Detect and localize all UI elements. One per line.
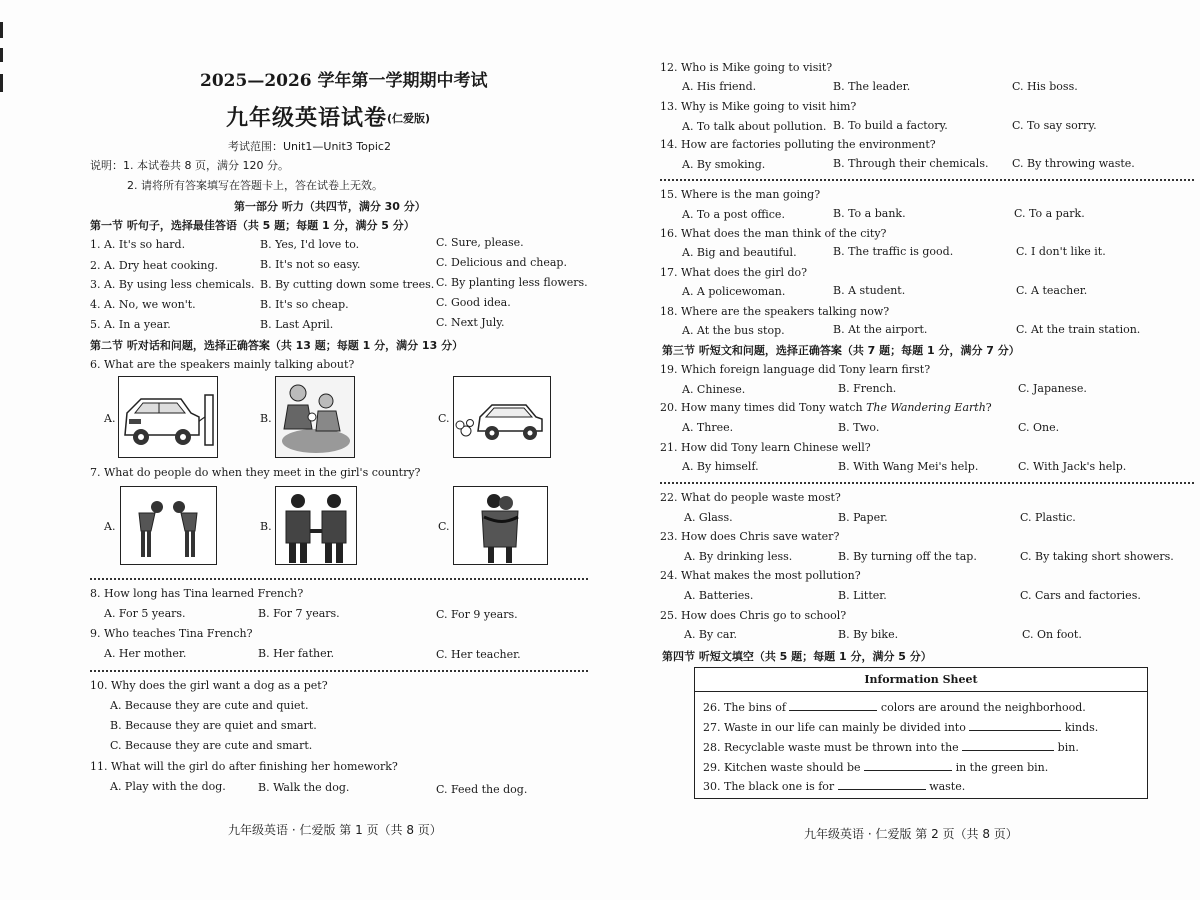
q23-option-c: C. By taking short showers. [1020,550,1174,563]
bowing-people-illustration [121,487,216,564]
q5-option-b: B. Last April. [260,318,334,331]
q7-label-a: A. [104,520,116,533]
q15-option-b: B. To a bank. [833,207,906,220]
q17-option-a: A. A policewoman. [682,285,786,298]
q24-option-b: B. Litter. [838,589,887,602]
info-row-26 [703,700,1086,714]
q20-option-b: B. Two. [838,421,880,434]
q7-picture-handshake [275,486,357,565]
q14-option-a: A. By smoking. [682,158,766,171]
handshake-illustration [276,487,356,564]
section-divider [660,482,1194,484]
page-footer-1: 九年级英语 · 仁爱版 第 1 页（共 8 页） [228,823,442,837]
section2-title: 第二节 听对话和问题，选择正确答案（共 13 题；每题 1 分，满分 13 分） [90,339,464,352]
info-row-29-text: 29. Kitchen waste should be [703,761,861,774]
q6-label-c: C. [438,412,450,425]
q14-question: 14. How are factories polluting the environment? [660,138,936,151]
scan-edge-mark [0,74,3,92]
q6-label-b: B. [260,412,272,425]
picnic-illustration [276,377,354,457]
q21-option-c: C. With Jack's help. [1018,460,1127,473]
q13-option-b: B. To build a factory. [833,119,948,132]
page-footer-2: 九年级英语 · 仁爱版 第 2 页（共 8 页） [804,827,1018,841]
q6-picture-car-exhaust [453,376,551,458]
q1-option-a: 1. A. It's so hard. [90,238,186,251]
q16-option-b: B. The traffic is good. [833,245,954,258]
q1-option-b: B. Yes, I'd love to. [260,238,360,251]
q12-option-a: A. His friend. [682,80,757,93]
q7-label-c: C. [438,520,450,533]
q12-question: 12. Who is Mike going to visit? [660,61,833,74]
q21-option-b: B. With Wang Mei's help. [838,460,979,473]
q21-question: 21. How did Tony learn Chinese well? [660,441,871,454]
q20-question-mark: ? [985,401,992,414]
q25-option-c: C. On foot. [1022,628,1082,641]
q1-option-c: C. Sure, please. [436,236,524,249]
q4-option-a: 4. A. No, we won't. [90,298,196,311]
part1-title: 第一部分 听力（共四节，满分 30 分） [234,200,426,213]
q11-option-c: C. Feed the dog. [436,783,528,796]
q17-question: 17. What does the girl do? [660,266,808,279]
q16-question: 16. What does the man think of the city? [660,227,887,240]
q12-option-c: C. His boss. [1012,80,1078,93]
q18-option-c: C. At the train station. [1016,323,1141,336]
q22-option-a: A. Glass. [684,511,733,524]
q9-option-a: A. Her mother. [104,647,187,660]
hugging-illustration [454,487,547,564]
info-row-29-tail: in the green bin. [955,761,1049,774]
q6-question: 6. What are the speakers mainly talking about? [90,358,355,371]
info-row-26-tail: colors are around the neighborhood. [880,701,1086,714]
edition-label: (仁爱版) [387,112,431,125]
q20-option-c: C. One. [1018,421,1060,434]
q24-option-a: A. Batteries. [684,589,754,602]
info-row-30-text: 30. The black one is for [703,780,835,793]
q15-option-c: C. To a park. [1014,207,1085,220]
answer-blank-26[interactable] [789,700,877,711]
info-row-28-tail: bin. [1057,741,1079,754]
q10-option-a: A. Because they are cute and quiet. [110,699,309,712]
section-divider [660,179,1194,181]
q7-picture-bowing [120,486,217,565]
q4-option-b: B. It's so cheap. [260,298,349,311]
q11-option-b: B. Walk the dog. [258,781,350,794]
q18-option-b: B. At the airport. [833,323,928,336]
scan-edge-mark [0,48,3,62]
q14-option-c: C. By throwing waste. [1012,157,1135,170]
q18-question: 18. Where are the speakers talking now? [660,305,890,318]
section-divider [90,670,588,672]
q2-option-c: C. Delicious and cheap. [436,256,567,269]
info-row-26-text: 26. The bins of [703,701,786,714]
q22-question: 22. What do people waste most? [660,491,841,504]
exam-scope: 考试范围：Unit1—Unit3 Topic2 [228,140,391,153]
exam-note-2: 2. 请将所有答案填写在答题卡上，答在试卷上无效。 [127,179,383,192]
q10-option-b: B. Because they are quiet and smart. [110,719,317,732]
q25-option-b: B. By bike. [838,628,899,641]
q5-option-a: 5. A. In a year. [90,318,171,331]
section-divider [90,578,588,580]
q3-option-a: 3. A. By using less chemicals. [90,278,255,291]
info-row-27-tail: kinds. [1064,721,1099,734]
q11-question: 11. What will the girl do after finishing her homework? [90,760,398,773]
q20-question [660,401,992,414]
q13-question: 13. Why is Mike going to visit him? [660,100,857,113]
q2-option-b: B. It's not so easy. [260,258,361,271]
q8-option-b: B. For 7 years. [258,607,340,620]
q19-option-c: C. Japanese. [1018,382,1087,395]
information-sheet-table [694,667,1148,799]
q25-option-a: A. By car. [684,628,737,641]
information-sheet-title: Information Sheet [695,668,1147,692]
q9-question: 9. Who teaches Tina French? [90,627,253,640]
q18-option-a: A. At the bus stop. [682,324,785,337]
exam-paper-title: 九年级英语试卷 [226,106,388,131]
exam-note-1: 说明：1. 本试卷共 8 页，满分 120 分。 [90,159,289,172]
q14-option-b: B. Through their chemicals. [833,157,989,170]
q22-option-c: C. Plastic. [1020,511,1076,524]
section4-title: 第四节 听短文填空（共 5 题；每题 1 分，满分 5 分） [662,650,932,663]
q5-option-c: C. Next July. [436,316,505,329]
q20-option-a: A. Three. [682,421,734,434]
info-row-30 [703,779,965,793]
q15-option-a: A. To a post office. [682,208,785,221]
car-exhaust-illustration [454,377,550,457]
q6-label-a: A. [104,412,116,425]
answer-blank-27[interactable] [969,720,1061,731]
q23-question: 23. How does Chris save water? [660,530,840,543]
q9-option-b: B. Her father. [258,647,335,660]
exam-page-2 [600,0,1200,900]
q13-option-c: C. To say sorry. [1012,119,1097,132]
q3-option-c: C. By planting less flowers. [436,276,588,289]
info-row-30-tail: waste. [929,780,966,793]
info-row-28-text: 28. Recyclable waste must be thrown into the [703,741,959,754]
section3-title: 第三节 听短文和问题，选择正确答案（共 7 题；每题 1 分，满分 7 分） [662,344,1020,357]
q20-film-title: The Wandering Earth [866,401,986,414]
q21-option-a: A. By himself. [682,460,759,473]
q20-question-text: 20. How many times did Tony watch [660,401,867,414]
q7-label-b: B. [260,520,272,533]
q7-question: 7. What do people do when they meet in the girl's country? [90,466,421,479]
q16-option-c: C. I don't like it. [1016,245,1106,258]
q17-option-c: C. A teacher. [1016,284,1088,297]
electric-car-illustration [119,377,217,457]
q10-question: 10. Why does the girl want a dog as a pet? [90,679,328,692]
q22-option-b: B. Paper. [838,511,888,524]
q9-option-c: C. Her teacher. [436,648,521,661]
q4-option-c: C. Good idea. [436,296,511,309]
q17-option-b: B. A student. [833,284,906,297]
answer-blank-30[interactable] [838,779,926,790]
q3-option-b: B. By cutting down some trees. [260,278,435,291]
q6-picture-family-picnic [275,376,355,458]
q16-option-a: A. Big and beautiful. [682,246,797,259]
scan-edge-mark [0,22,3,38]
q19-option-b: B. French. [838,382,897,395]
q11-option-a: A. Play with the dog. [110,780,226,793]
answer-blank-28[interactable] [962,740,1054,751]
q7-picture-hugging [453,486,548,565]
q24-question: 24. What makes the most pollution? [660,569,861,582]
info-row-27-text: 27. Waste in our life can mainly be divided into [703,721,966,734]
q8-option-c: C. For 9 years. [436,608,518,621]
q8-question: 8. How long has Tina learned French? [90,587,304,600]
q19-question: 19. Which foreign language did Tony learn first? [660,363,931,376]
q25-question: 25. How does Chris go to school? [660,609,847,622]
info-row-28 [703,740,1079,754]
q8-option-a: A. For 5 years. [104,607,186,620]
q6-picture-electric-car [118,376,218,458]
q12-option-b: B. The leader. [833,80,911,93]
section1-title: 第一节 听句子，选择最佳答语（共 5 题；每题 1 分，满分 5 分） [90,219,415,232]
q19-option-a: A. Chinese. [682,383,746,396]
exam-term-title: 2025—2026 学年第一学期期中考试 [200,71,488,91]
q24-option-c: C. Cars and factories. [1020,589,1141,602]
q10-option-c: C. Because they are cute and smart. [110,739,313,752]
q13-option-a: A. To talk about pollution. [682,120,827,133]
info-row-27 [703,720,1098,734]
q15-question: 15. Where is the man going? [660,188,821,201]
answer-blank-29[interactable] [864,760,952,771]
q23-option-b: B. By turning off the tap. [838,550,977,563]
info-row-29 [703,760,1048,774]
q23-option-a: A. By drinking less. [684,550,793,563]
q2-option-a: 2. A. Dry heat cooking. [90,259,218,272]
